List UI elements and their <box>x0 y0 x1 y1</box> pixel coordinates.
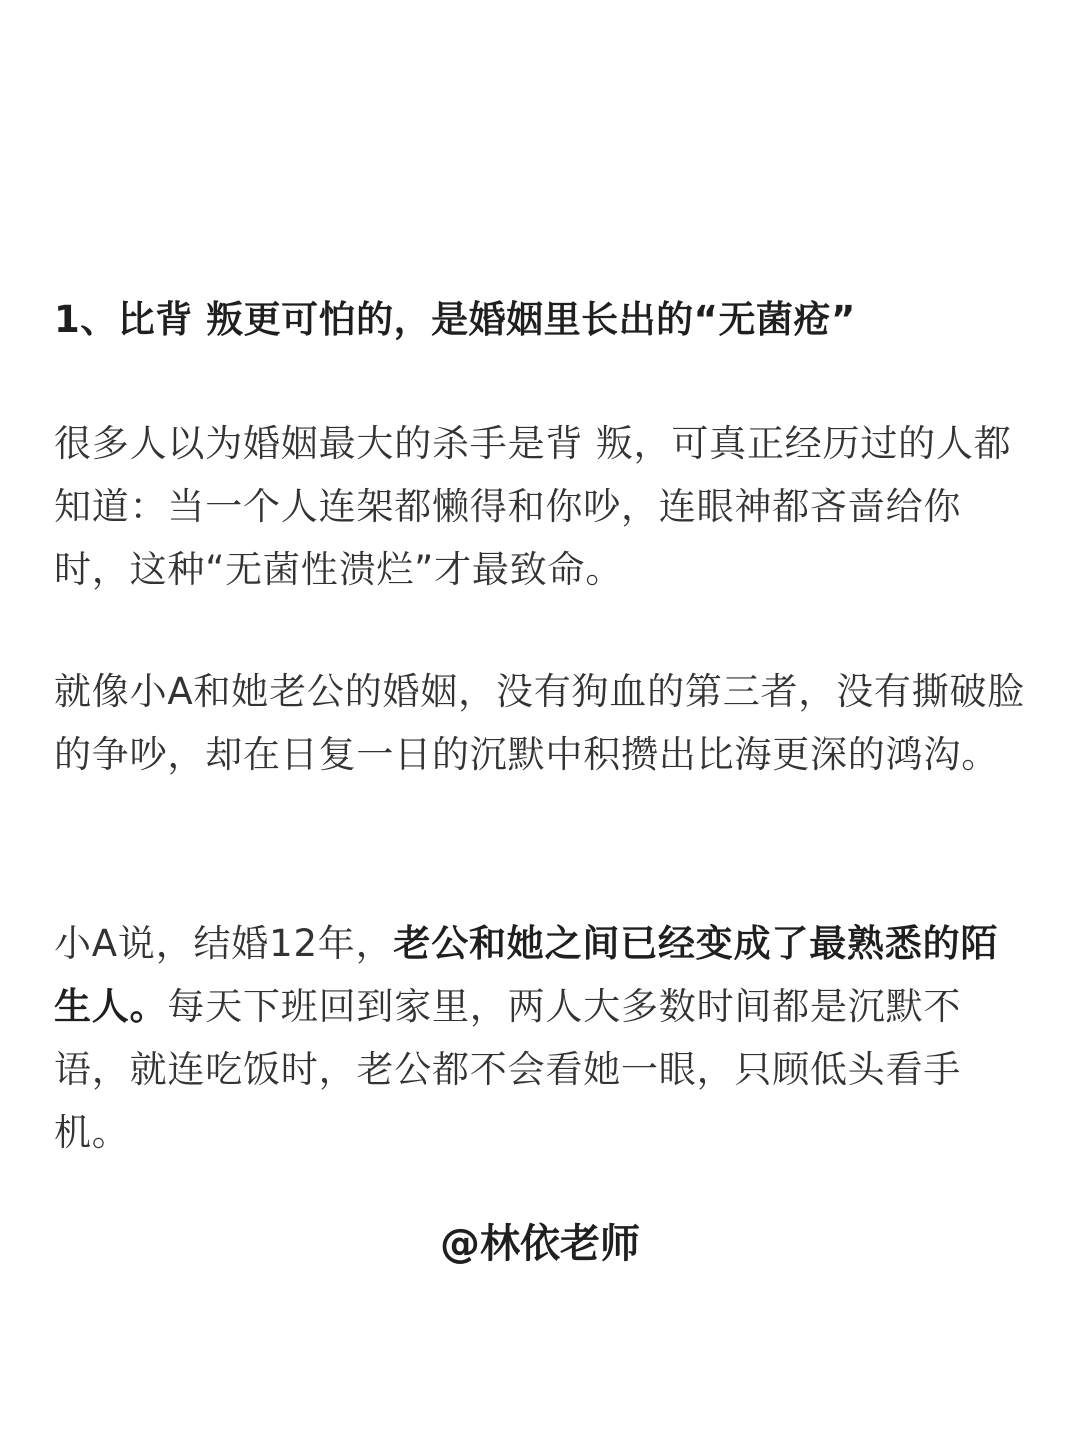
paragraph-2: 就像小A和她老公的婚姻，没有狗血的第三者，没有撕破脸的争吵，却在日复一日的沉默中积攒出比海更深的鸿沟。 <box>54 670 1026 776</box>
paragraph-3 <box>54 912 1034 1164</box>
paragraph-3-prefix: 小A说，结婚12年， <box>54 922 394 965</box>
paragraph-3-suffix: 每天下班回到家里，两人大多数时间都是沉默不语，就连吃饭时，老公都不会看她一眼，只顾低头看手机。 <box>54 985 962 1154</box>
paragraph-1: 很多人以为婚姻最大的杀手是背 叛，可真正经历过的人都知道：当一个人连架都懒得和你吵，连眼神都吝啬给你时，这种“无菌性溃烂”才最致命。 <box>54 422 1012 591</box>
paragraph-3-emphasis: 老公和她之间已经变成了最熟悉的陌生人。 <box>54 922 999 1028</box>
section-heading: 1、比背 叛更可怕的，是婚姻里长出的“无菌疮” <box>54 298 856 341</box>
author-signature: @林依老师 <box>440 1221 640 1267</box>
